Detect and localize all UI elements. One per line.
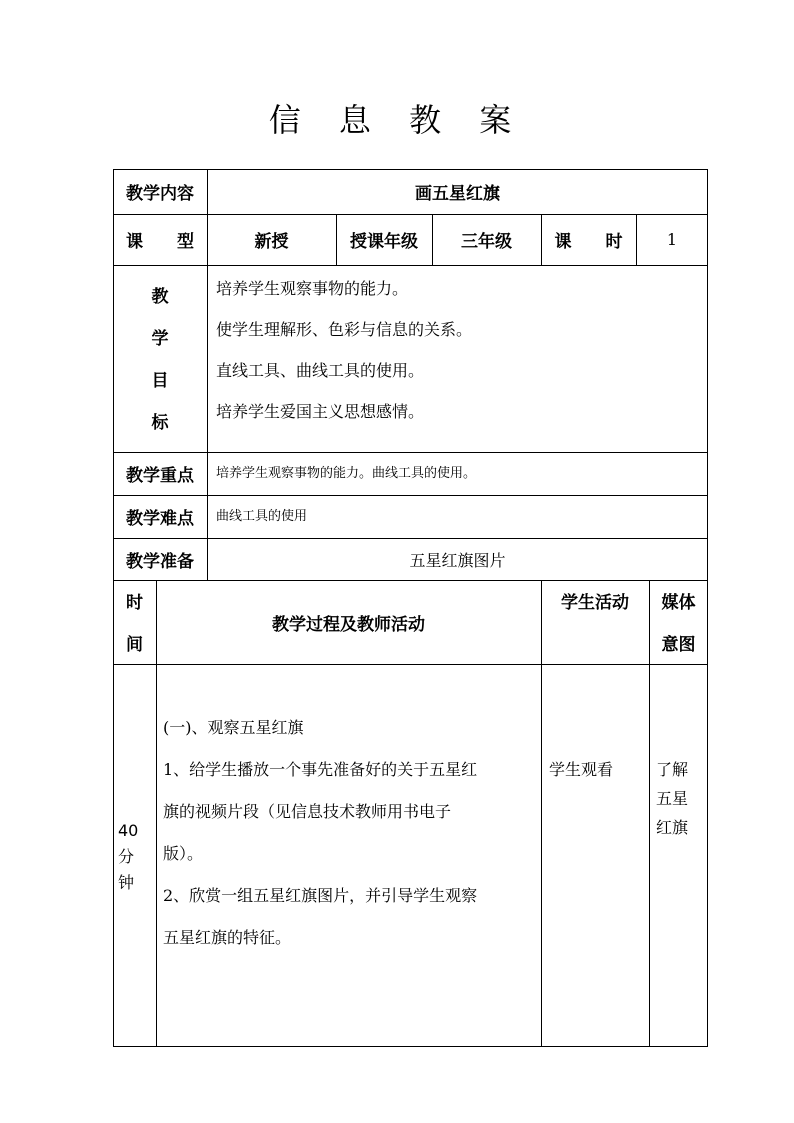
goal-item: 使学生理解形、色彩与信息的关系。: [216, 320, 473, 339]
prep-label: 教学准备: [126, 551, 194, 572]
row-time-line: 40: [118, 821, 139, 840]
header-media-line: 媒体: [661, 593, 696, 613]
difficulty-value: 曲线工具的使用: [216, 509, 308, 524]
process-line: 1、给学生播放一个事先准备好的关于五星红: [163, 760, 478, 779]
page-title: 信 息 教 案: [268, 101, 526, 139]
content-label: 教学内容: [126, 184, 194, 204]
media-line: 红旗: [656, 818, 689, 837]
grade-label: 授课年级: [350, 232, 418, 252]
process-content: [163, 707, 537, 959]
type-value: 新授: [254, 232, 289, 252]
process-line: 版）。: [163, 844, 204, 863]
goals-list: [216, 279, 701, 443]
goal-item: 培养学生爱国主义思想感情。: [216, 402, 425, 421]
header-media-line: 意图: [661, 635, 696, 655]
student-activity: 学生观看: [549, 760, 614, 779]
hours-value: 1: [666, 230, 678, 249]
goals-label-char: 标: [151, 413, 169, 433]
header-time: [113, 582, 156, 666]
row-time-line: 钟: [118, 873, 135, 892]
process-line: (一)、观察五星红旗: [163, 718, 304, 737]
header-media: [649, 582, 708, 666]
header-process: 教学过程及教师活动: [272, 614, 425, 635]
key-value: 培养学生观察事物的能力。曲线工具的使用。: [216, 466, 477, 481]
process-line: 五星红旗的特征。: [163, 928, 292, 947]
goals-label-char: 教: [151, 287, 169, 307]
goals-label-char: 学: [151, 329, 169, 349]
goal-item: 直线工具、曲线工具的使用。: [216, 361, 425, 380]
process-line: 旗的视频片段（见信息技术教师用书电子: [163, 802, 452, 821]
goals-label: [113, 276, 207, 444]
goal-item: 培养学生观察事物的能力。: [216, 279, 409, 298]
header-time-char: 间: [126, 635, 143, 655]
process-line: 2、欣赏一组五星红旗图片，并引导学生观察: [163, 886, 478, 905]
goals-label-char: 目: [151, 371, 169, 391]
content-value: 画五星红旗: [415, 184, 500, 204]
difficulty-label: 教学难点: [126, 509, 194, 529]
media-line: 五星: [656, 789, 689, 808]
hours-label: 课 时: [554, 232, 623, 252]
key-label: 教学重点: [126, 466, 194, 486]
grade-value: 三年级: [461, 232, 512, 252]
type-label: 课 型: [126, 232, 194, 252]
row-time: [118, 818, 156, 896]
prep-value: 五星红旗图片: [409, 550, 506, 570]
row-time-line: 分: [118, 847, 135, 866]
header-time-char: 时: [126, 593, 143, 613]
media-intent: [656, 755, 704, 842]
media-line: 了解: [656, 760, 689, 779]
header-student: 学生活动: [561, 593, 629, 613]
